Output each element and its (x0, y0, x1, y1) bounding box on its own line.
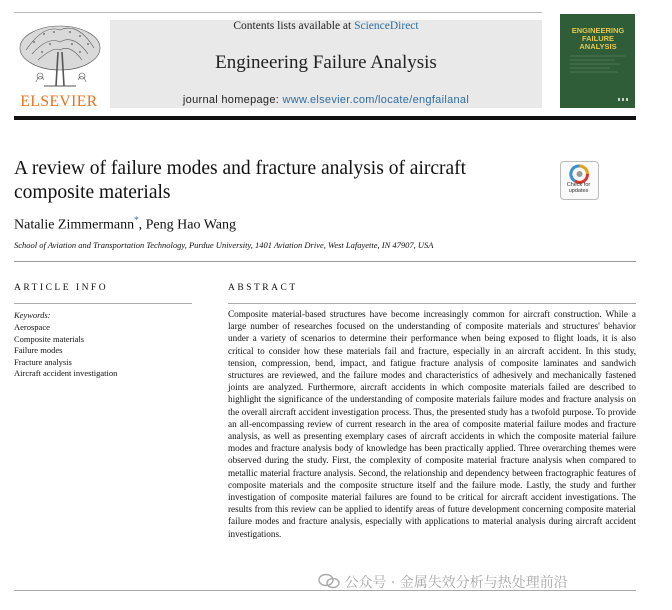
keyword: Aircraft accident investigation (14, 368, 118, 379)
keyword: Failure modes (14, 345, 63, 356)
article-info-heading: ARTICLE INFO (14, 283, 109, 293)
contents-line (110, 20, 542, 32)
check-for-updates-badge[interactable] (560, 161, 599, 200)
top-rule (14, 12, 542, 13)
article-info-rule (14, 303, 192, 304)
check-for-updates-label: Check for updates (566, 182, 591, 194)
article-title: A review of failure modes and fracture analysis of aircraft composite materials (14, 158, 467, 203)
author-list (14, 215, 236, 234)
masthead-rule (14, 116, 636, 120)
sciencedirect-link[interactable]: ScienceDirect (354, 20, 419, 32)
keywords-list (14, 322, 117, 380)
keyword: Aerospace (14, 322, 50, 332)
abstract-heading: ABSTRACT (228, 283, 298, 293)
contents-prefix: Contents lists available at (233, 20, 355, 32)
keyword: Fracture analysis (14, 356, 72, 367)
journal-cover-image[interactable] (560, 14, 635, 108)
journal-title[interactable]: Engineering Failure Analysis (215, 52, 437, 73)
check-for-updates-icon (561, 162, 598, 184)
wechat-watermark (318, 572, 568, 592)
affiliation: School of Aviation and Transportation Technology, Purdue University, 1401 Aviation Drive, West Lafayette, IN 47907, USA (14, 240, 434, 250)
homepage-prefix: journal homepage: (182, 94, 283, 106)
corresponding-author-mark[interactable]: * (134, 215, 139, 225)
keyword: Composite materials (14, 333, 85, 344)
journal-homepage (110, 94, 542, 106)
author-name[interactable]: Peng Hao Wang (145, 217, 237, 233)
publisher-wordmark: ELSEVIER (20, 93, 98, 110)
cover-artwork (560, 14, 635, 108)
author-separator: , (138, 217, 146, 233)
watermark-text: 公众号 · 金属失效分析与热处理前沿 (344, 575, 568, 591)
cover-title: ENGINEERING FAILURE ANALYSIS (571, 26, 625, 51)
abstract-text: Composite material-based structures have become increasingly common for aircraft construction. While a large number of researches focused on the understanding of composite materials and structures' behavior under a variety of scenarios to determine their performance when being exposed to flight loads, it is also critical to consider how these materials fail and fracture, especially in an aircraft accident. In this study, tension, compression, bend, impact, and fatigue fracture analysis of composite laminates and sandwich structures are reviewed, and the failure modes and characteristics of adhesively and mechanically fastened joints are analyzed. Furthermore, aircraft accidents in which composite materials failed are described to highlight the significance of the understanding of composite materials failure modes and fracture analysis on the overall aircraft accident investigation process. Thus, the presented study has a twofold purpose. To provide an all-encompassing review of current research in the area of composite material failure modes and fracture analysis, as well as presenting exemplary cases of aircraft accidents in which the composite material failure modes and fracture analysis body of knowledge has been practically applied. Three overarching themes were observed during the study. First, the complexity of composite material fracture analysis when compared to metallic material fracture analysis. Second, the relationship and dependency between fractographic features of composite materials and the composite structure itself and the failure mode. Lastly, the study and further investigation of composite material failures are found to be critical for aircraft accident investigations. The results from this review can be applied to identify areas of future development concerning composite material failure modes and fracture analysis, especially with applications to material analysis during aircraft accident investigations. (228, 309, 636, 539)
section-rule (14, 261, 636, 262)
abstract-rule (228, 303, 636, 304)
homepage-link[interactable]: www.elsevier.com/locate/engfailanal (282, 94, 470, 106)
wechat-icon (318, 573, 340, 589)
author-name[interactable]: Natalie Zimmermann (14, 217, 135, 233)
keywords-label: Keywords: (14, 310, 51, 320)
